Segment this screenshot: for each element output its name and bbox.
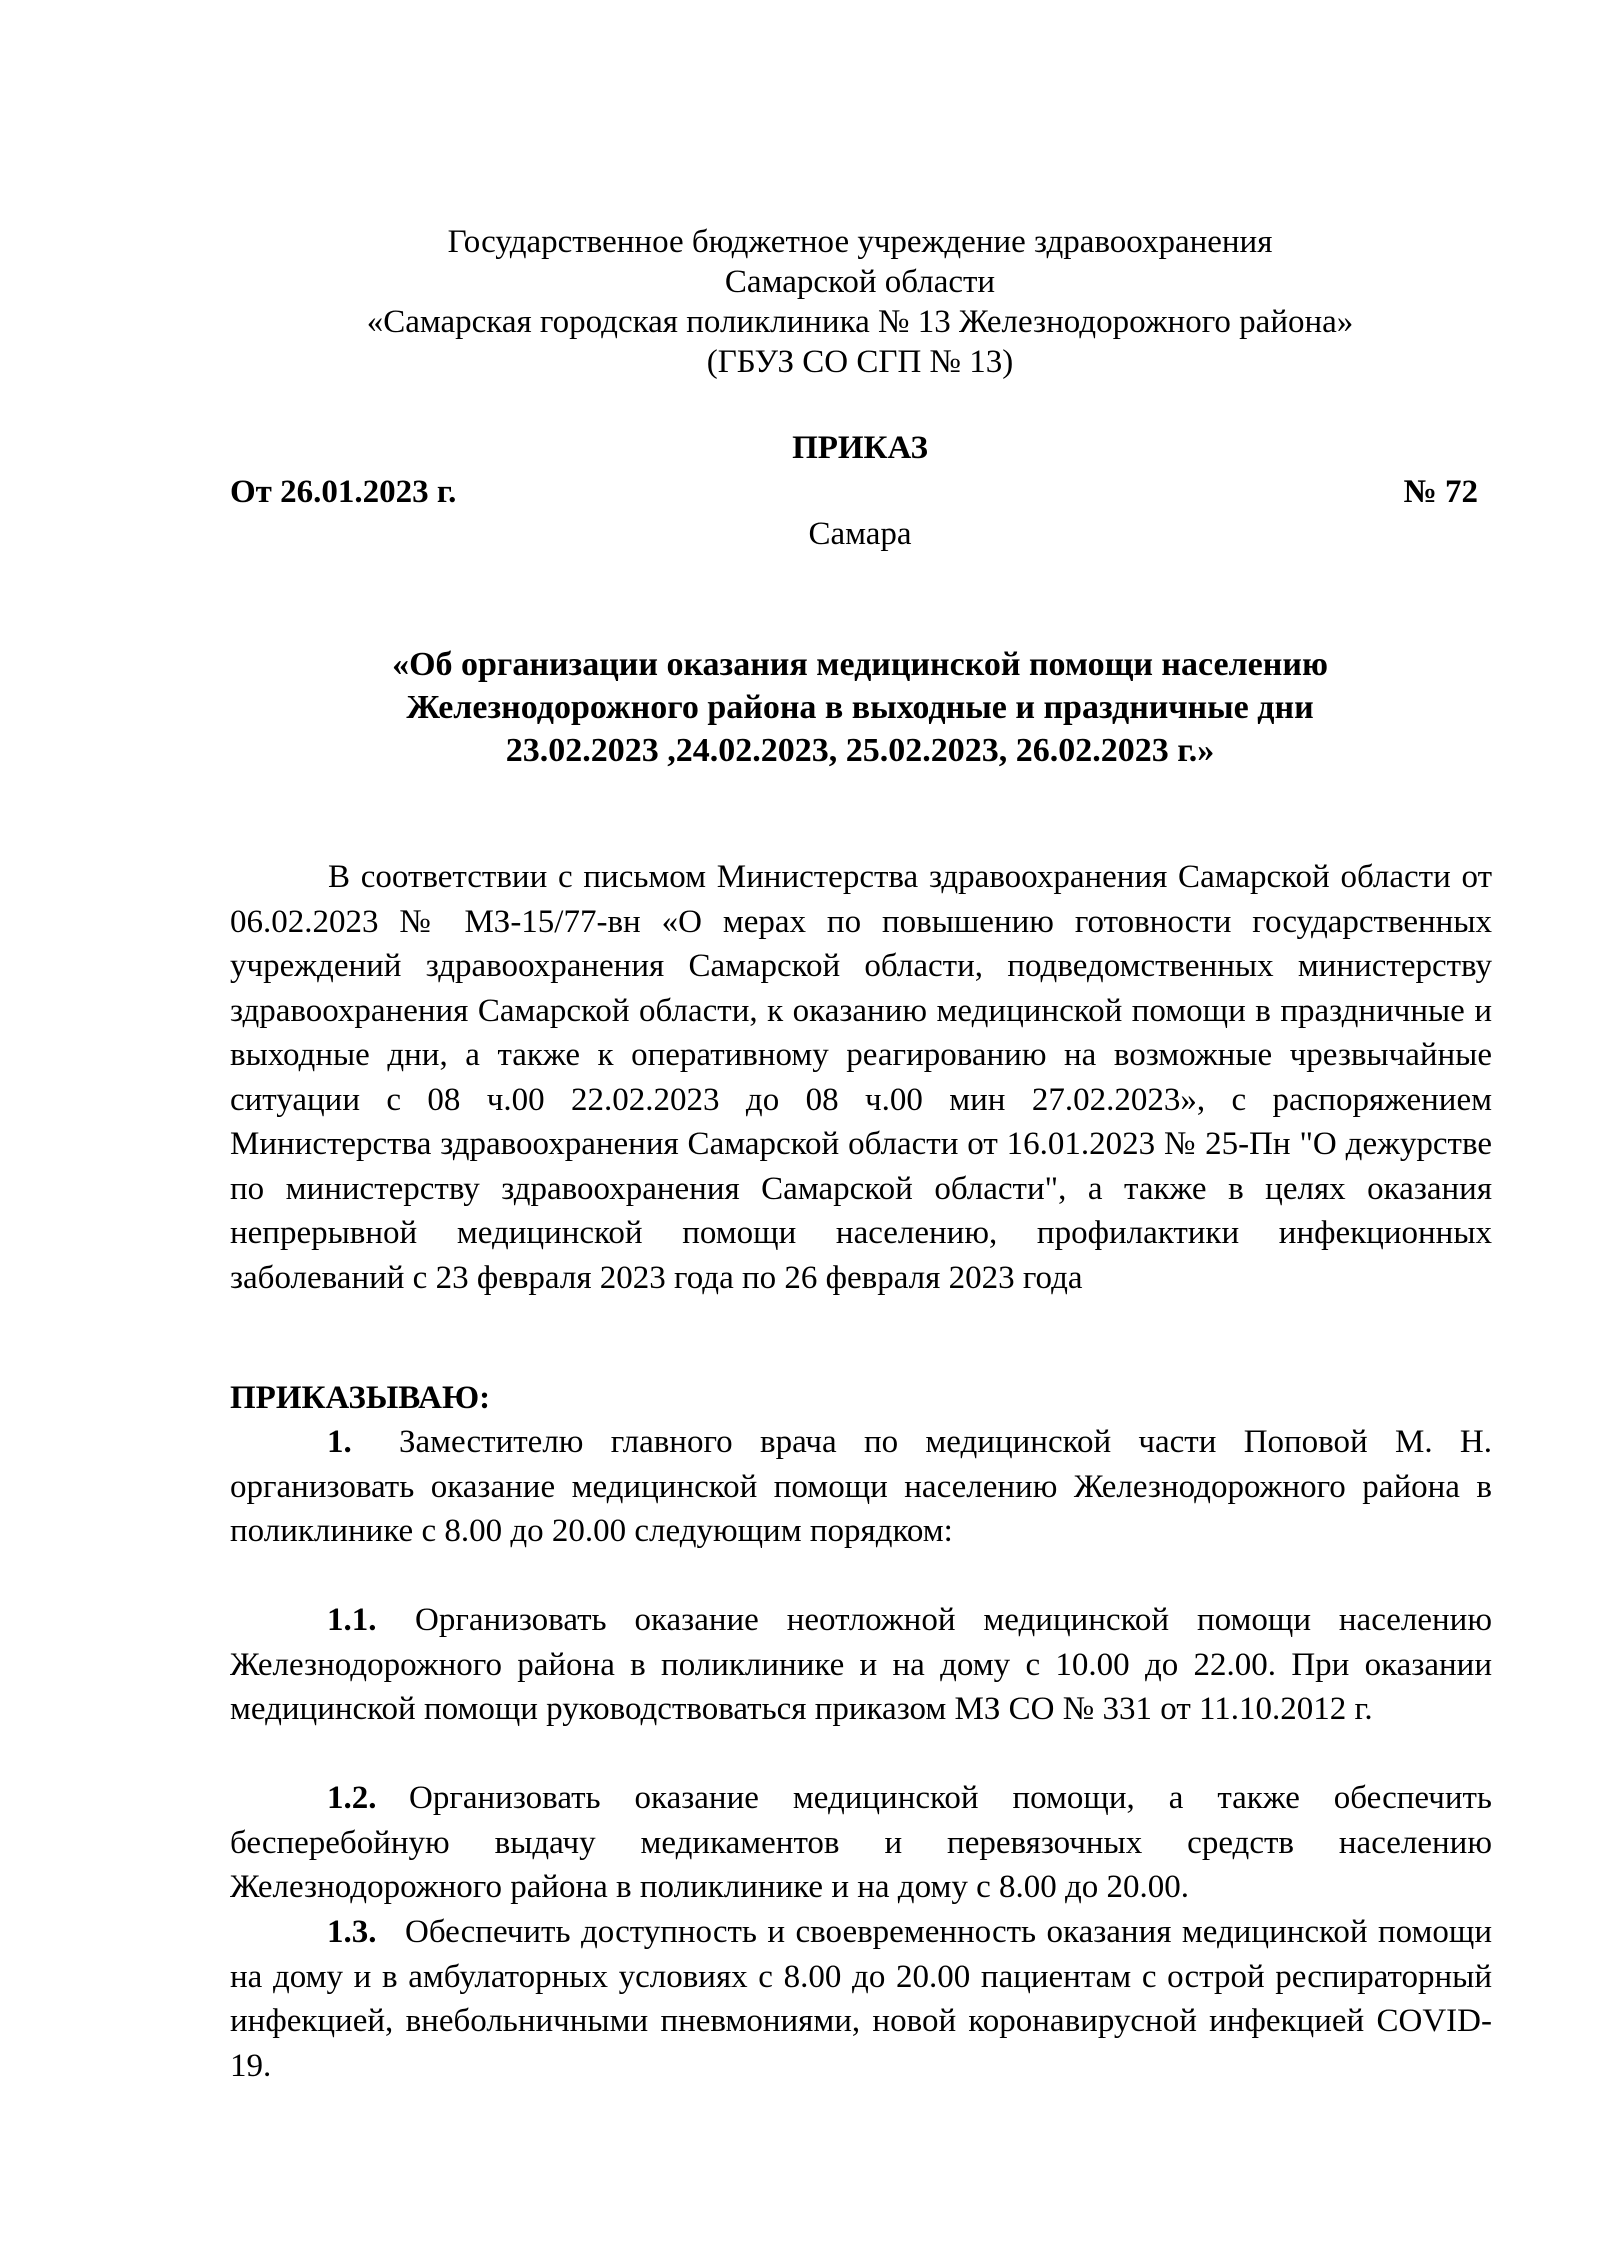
document-type: ПРИКАЗ [792,430,928,466]
org-abbreviation-line: (ГБУЗ СО СГП № 13) [706,344,1014,380]
item-text: Обеспечить доступность и своевременность оказания медицинской помощи на дому и в амбулаторных условиях с 8.00 до 20.00 пациентам с острой респираторный инфекцией, внебольничными пневмониями, новой коронавирусной инфекцией COVID-19. [230,1914,1492,2084]
title-line: «Об организации оказания медицинской помощи населению [392,646,1328,683]
decree-item-1-3 [230,1910,1492,2088]
org-region-line: Самарской области [724,264,996,300]
item-text: Заместителю главного врача по медицинской части Поповой М. Н. организовать оказание медицинской помощи населению Железнодорожного района в поликлинике с 8.00 до 20.00 следующим порядком: [230,1424,1492,1549]
order-title [230,643,1490,772]
decree-heading: ПРИКАЗЫВАЮ: [230,1380,491,1416]
title-line: 23.02.2023 ,24.02.2023, 25.02.2023, 26.02.2023 г.» [505,732,1215,769]
item-text: Организовать оказание медицинской помощи, а также обеспечить бесперебойную выдачу медикаментов и перевязочных средств населению Железнодорожного района в поликлинике и на дому с 8.00 до 20.00. [230,1780,1492,1905]
item-text: Организовать оказание неотложной медицинской помощи населению Железнодорожного района в поликлинике и на дому с 10.00 до 22.00. При оказании медицинской помощи руководствоваться приказом МЗ СО № 331 от 11.10.2012 г. [230,1602,1492,1727]
item-number: 1.3. [327,1914,377,1950]
organization-header [230,222,1490,382]
order-number: № 72 [1403,474,1478,510]
decree-item-1-2 [230,1776,1492,1910]
org-full-name-line: «Самарская городская поликлиника № 13 Железнодорожного района» [366,304,1354,340]
title-line: Железнодорожного района в выходные и праздничные дни [406,689,1314,726]
order-city: Самара [808,516,912,552]
item-number: 1. [327,1424,352,1460]
item-number: 1.1. [327,1602,377,1638]
preamble-paragraph: В соответствии с письмом Министерства здравоохранения Самарской области от 06.02.2023 № МЗ-15/77-вн «О мерах по повышению готовности государственных учреждений здравоохранения Самарской области, подведомственных министерству здравоохранения Самарской области, к оказанию медицинской помощи в праздничные и выходные дни, а также к оперативному реагированию на возможные чрезвычайные ситуации с 08 ч.00 22.02.2023 до 08 ч.00 мин 27.02.2023», с распоряжением Министерства здравоохранения Самарской области от 16.01.2023 № 25-Пн "О дежурстве по министерству здравоохранения Самарской области", а также в целях оказания непрерывной медицинской помощи населению, профилактики инфекционных заболеваний с 23 февраля 2023 года по 26 февраля 2023 года [230,859,1492,1296]
order-date: От 26.01.2023 г. [230,474,457,510]
org-name-line: Государственное бюджетное учреждение здравоохранения [447,224,1273,260]
item-number: 1.2. [327,1780,377,1816]
decree-item-1 [230,1420,1492,1554]
decree-item-1-1 [230,1598,1492,1732]
